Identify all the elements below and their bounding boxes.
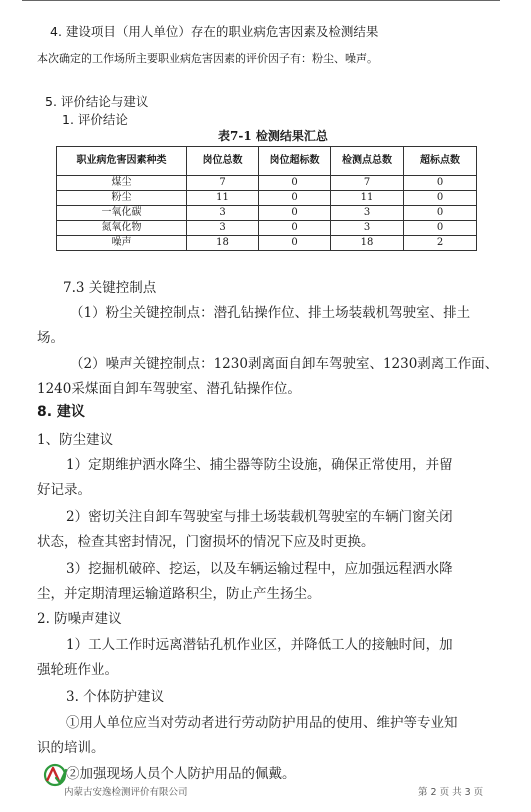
ppe-advice-2: ②加强现场人员个人防护用品的佩戴。 — [66, 766, 296, 782]
table-cell: 0 — [404, 206, 477, 221]
dust-advice-title: 1、防尘建议 — [37, 432, 114, 448]
dust-advice-1-line1: 1）定期维护洒水降尘、捕尘器等防尘设施，确保正常使用，并留 — [66, 457, 453, 473]
noise-control-line2: 1240采煤面自卸车驾驶室、潜孔钻操作位。 — [37, 381, 301, 397]
table-cell: 3 — [331, 206, 404, 221]
table-cell: 0 — [259, 221, 331, 236]
page-number: 第 2 页 共 3 页 — [418, 787, 484, 798]
table-cell: 0 — [259, 176, 331, 191]
table-cell: 18 — [187, 236, 259, 251]
table-row — [57, 191, 477, 206]
table-cell: 氮氧化物 — [57, 221, 187, 236]
noise-advice-1-line2: 强轮班作业。 — [37, 662, 118, 678]
table-caption: 表7-1 检测结果汇总 — [218, 129, 328, 143]
header-rule — [22, 0, 500, 1]
table-cell: 一氧化碳 — [57, 206, 187, 221]
dust-control-line2: 场。 — [37, 330, 64, 346]
table-header: 检测点总数 — [331, 147, 404, 176]
section5-subtitle: 1. 评价结论 — [62, 112, 128, 127]
hazard-factors-text: 本次确定的工作场所主要职业病危害因素的评价因子有：粉尘、噪声。 — [37, 52, 378, 65]
table-cell: 3 — [187, 221, 259, 236]
table-cell: 噪声 — [57, 236, 187, 251]
table-cell: 0 — [404, 176, 477, 191]
table-header: 岗位超标数 — [259, 147, 331, 176]
table-header-row — [57, 147, 477, 176]
table-cell: 18 — [331, 236, 404, 251]
dust-advice-2-line2: 状态，检查其密封情况，门窗损坏的情况下应及时更换。 — [37, 534, 375, 550]
table-row — [57, 206, 477, 221]
dust-advice-3-line1: 3）挖掘机破碎、挖运，以及车辆运输过程中，应加强远程洒水降 — [66, 561, 453, 577]
table-row — [57, 236, 477, 251]
dust-advice-1-line2: 好记录。 — [37, 482, 91, 498]
table-cell: 11 — [331, 191, 404, 206]
table-header: 超标点数 — [404, 147, 477, 176]
dust-control-line1: （1）粉尘关键控制点：潜孔钻操作位、排土场装载机驾驶室、排土 — [70, 305, 471, 321]
ppe-advice-1-line1: ①用人单位应当对劳动者进行劳动防护用品的使用、维护等专业知 — [66, 715, 458, 731]
table-cell: 0 — [259, 206, 331, 221]
ppe-advice-title: 3. 个体防护建议 — [66, 689, 165, 705]
table-cell: 3 — [331, 221, 404, 236]
section8-title: 8. 建议 — [37, 404, 85, 420]
table-row — [57, 176, 477, 191]
table-header: 岗位总数 — [187, 147, 259, 176]
table-header: 职业病危害因素种类 — [57, 147, 187, 176]
table-cell: 0 — [259, 236, 331, 251]
noise-control-line1: （2）噪声关键控制点：1230剥离面自卸车驾驶室、1230剥离工作面、 — [70, 356, 499, 372]
table-cell: 0 — [404, 191, 477, 206]
table-cell: 0 — [259, 191, 331, 206]
key-control-title: 7.3 关键控制点 — [63, 280, 157, 296]
table-cell: 7 — [187, 176, 259, 191]
dust-advice-3-line2: 尘，并定期清理运输道路积尘，防止产生扬尘。 — [37, 586, 321, 602]
table-cell: 3 — [187, 206, 259, 221]
section5-title: 5. 评价结论与建议 — [45, 94, 149, 109]
table-cell: 2 — [404, 236, 477, 251]
table-cell: 11 — [187, 191, 259, 206]
noise-advice-title: 2. 防噪声建议 — [37, 611, 122, 627]
section4-title: 4. 建设项目（用人单位）存在的职业病危害因素及检测结果 — [50, 24, 379, 39]
table-cell: 粉尘 — [57, 191, 187, 206]
table-cell: 煤尘 — [57, 176, 187, 191]
table-row — [57, 221, 477, 236]
results-table — [56, 146, 477, 251]
table-cell: 7 — [331, 176, 404, 191]
ppe-advice-1-line2: 识的培训。 — [37, 740, 105, 756]
footer-company: 内蒙古安逸检测评价有限公司 — [64, 787, 188, 798]
dust-advice-2-line1: 2）密切关注自卸车驾驶室与排土场装载机驾驶室的车辆门窗关闭 — [66, 509, 453, 525]
table-cell: 0 — [404, 221, 477, 236]
noise-advice-1-line1: 1）工人工作时远离潜钻孔机作业区，并降低工人的接触时间，加 — [66, 637, 453, 653]
